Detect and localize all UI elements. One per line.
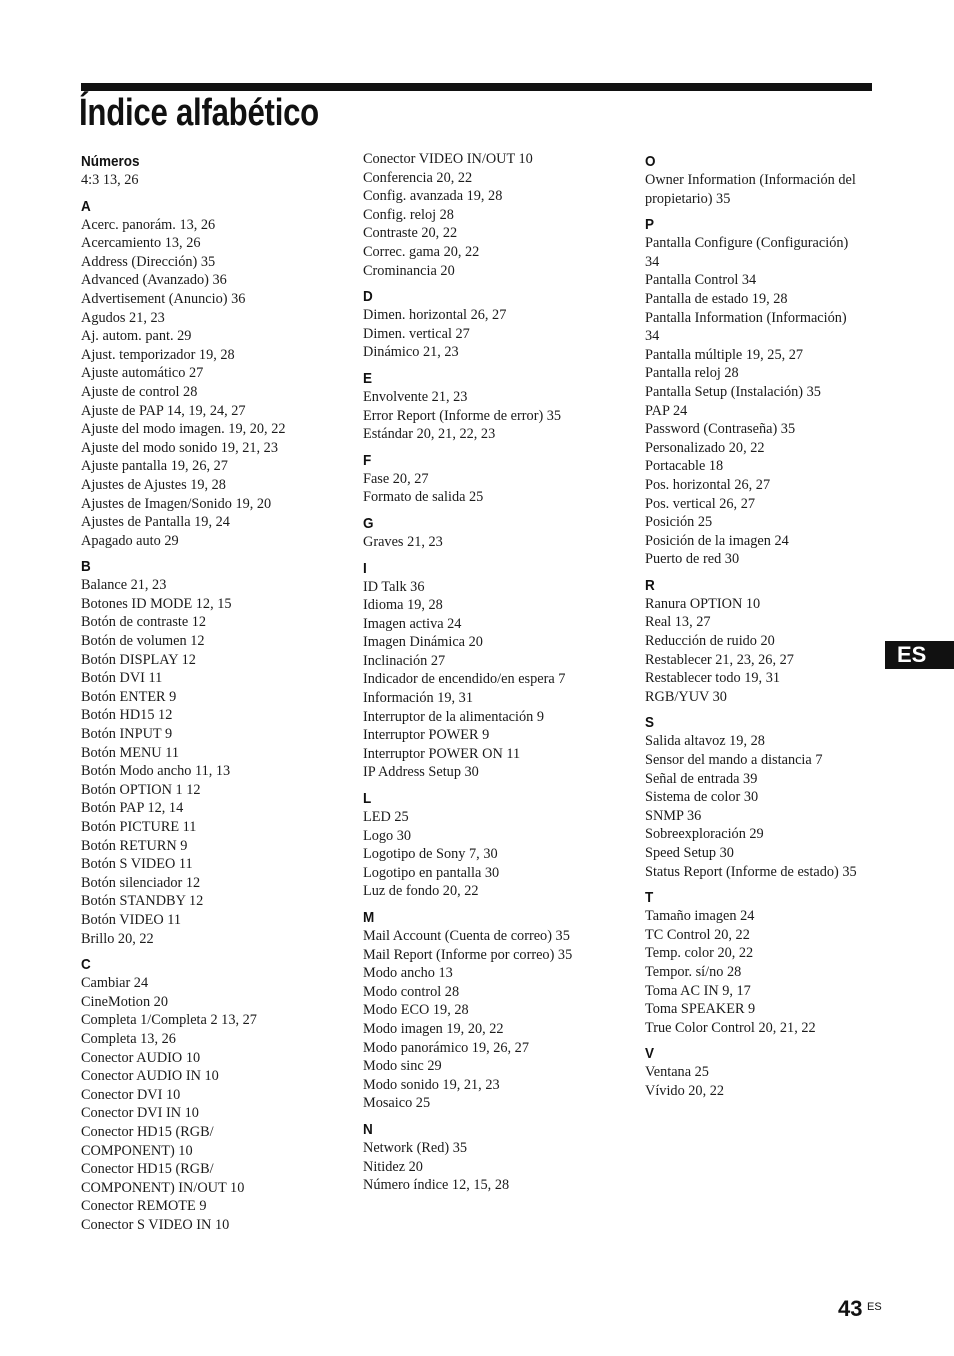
index-entry: PAP 24: [645, 402, 688, 419]
index-entry: True Color Control 20, 21, 22: [645, 1019, 816, 1036]
page-number: 43: [838, 1296, 863, 1321]
index-entry: propietario) 35: [645, 190, 731, 207]
index-entry: Conector S VIDEO IN 10: [81, 1216, 230, 1233]
index-entry: Botón Modo ancho 11, 13: [81, 763, 231, 780]
index-entry: Botón PAP 12, 14: [81, 800, 184, 817]
index-entry: Señal de entrada 39: [645, 770, 758, 787]
section-heading: I: [363, 559, 367, 577]
index-entry: Botón INPUT 9: [81, 726, 173, 743]
index-section: [81, 955, 343, 1234]
index-section: [363, 369, 625, 444]
index-section: [81, 557, 343, 948]
index-entry: 34: [645, 253, 660, 270]
index-entry: COMPONENT) 10: [81, 1142, 193, 1159]
page-number-suffix: ES: [867, 1301, 882, 1313]
index-column-3: [645, 150, 885, 1101]
index-entry: Toma AC IN 9, 17: [645, 982, 751, 999]
index-entry: Salida altavoz 19, 28: [645, 733, 765, 750]
index-entry: Conector HD15 (RGB/: [81, 1161, 214, 1178]
section-heading: S: [645, 714, 655, 732]
index-entry: Acerc. panorám. 13, 26: [81, 216, 216, 233]
index-entry: Indicador de encendido/en espera 7: [363, 671, 566, 688]
index-entry: Temp. color 20, 22: [645, 945, 754, 962]
index-entry: Aj. autom. pant. 29: [81, 328, 192, 345]
index-entry: Ajustes de Ajustes 19, 28: [81, 476, 226, 493]
index-entry: Ventana 25: [645, 1064, 709, 1081]
index-column-2: [363, 150, 625, 1195]
index-entry: Real 13, 27: [645, 614, 711, 631]
index-section: [645, 888, 885, 1037]
index-entry: Error Report (Informe de error) 35: [363, 407, 562, 424]
index-entry: COMPONENT) IN/OUT 10: [81, 1179, 245, 1196]
index-entry: Network (Red) 35: [363, 1139, 468, 1156]
index-entry: Botón HD15 12: [81, 707, 173, 724]
index-entry: Dimen. horizontal 26, 27: [363, 307, 507, 324]
index-entry: Información 19, 31: [363, 690, 473, 707]
index-entry: Ajuste del modo sonido 19, 21, 23: [81, 439, 278, 456]
index-entry: Interruptor POWER ON 11: [363, 745, 521, 762]
language-tab: ES: [885, 641, 954, 669]
index-entry: Imagen Dinámica 20: [363, 634, 483, 651]
index-entry: Brillo 20, 22: [81, 930, 154, 947]
index-entry: Luz de fondo 20, 22: [363, 883, 479, 900]
index-entry: TC Control 20, 22: [645, 926, 750, 943]
section-heading: G: [363, 514, 374, 532]
index-entry: Status Report (Informe de estado) 35: [645, 863, 857, 880]
index-entry: Envolvente 21, 23: [363, 388, 468, 405]
index-entry: Address (Dirección) 35: [81, 253, 216, 270]
index-entry: Nitidez 20: [363, 1158, 423, 1175]
index-entry: Mail Account (Cuenta de correo) 35: [363, 928, 570, 944]
index-entry: Botones ID MODE 12, 15: [81, 595, 232, 612]
index-entry: Ajuste del modo imagen. 19, 20, 22: [81, 421, 286, 438]
index-entry: Modo sinc 29: [363, 1058, 442, 1075]
index-section: [645, 576, 885, 707]
index-section: [645, 215, 885, 569]
index-entry: Ajuste de PAP 14, 19, 24, 27: [81, 402, 246, 419]
index-entry: Modo imagen 19, 20, 22: [363, 1020, 504, 1037]
index-entry: Conector AUDIO IN 10: [81, 1068, 219, 1085]
index-entry: Ranura OPTION 10: [645, 595, 761, 612]
index-entry: Imagen activa 24: [363, 615, 462, 632]
index-entry: Dimen. vertical 27: [363, 325, 470, 342]
index-entry: Correc. gama 20, 22: [363, 243, 480, 260]
section-heading: L: [363, 790, 372, 808]
index-entry: Config. reloj 28: [363, 206, 454, 223]
section-heading: F: [363, 451, 372, 469]
index-entry: Pantalla Control 34: [645, 272, 757, 289]
section-heading: Números: [81, 153, 140, 170]
index-entry: Conector REMOTE 9: [81, 1198, 207, 1215]
index-entry: Logo 30: [363, 827, 412, 844]
index-entry: Pantalla reloj 28: [645, 365, 739, 382]
index-entry: Botón S VIDEO 11: [81, 856, 193, 873]
index-section: [81, 197, 343, 551]
section-heading: D: [363, 288, 373, 306]
index-entry: Pantalla Setup (Instalación) 35: [645, 383, 821, 400]
index-entry: Agudos 21, 23: [81, 309, 165, 326]
index-entry: Conector HD15 (RGB/: [81, 1123, 214, 1140]
top-rule: [81, 83, 872, 91]
index-entry: Config. avanzada 19, 28: [363, 188, 503, 205]
index-section: [363, 789, 625, 901]
index-entry: Balance 21, 23: [81, 577, 167, 594]
index-section: [363, 150, 625, 280]
index-entry: Restablecer 21, 23, 26, 27: [645, 651, 794, 668]
index-entry: Pantalla múltiple 19, 25, 27: [645, 346, 804, 363]
index-section: [363, 908, 625, 1113]
index-entry: Posición de la imagen 24: [645, 532, 789, 549]
section-heading: P: [645, 216, 655, 234]
index-entry: Botón de contraste 12: [81, 614, 207, 631]
index-entry: Reducción de ruido 20: [645, 633, 775, 650]
index-section: [645, 152, 885, 208]
index-entry: Completa 13, 26: [81, 1030, 176, 1047]
index-entry: Posición 25: [645, 514, 713, 531]
index-entry: Botón MENU 11: [81, 744, 179, 761]
index-entry: Modo panorámico 19, 26, 27: [363, 1039, 529, 1056]
index-entry: Owner Information (Información del: [645, 172, 856, 188]
index-entry: Logotipo de Sony 7, 30: [363, 846, 498, 863]
index-entry: Modo ancho 13: [363, 965, 453, 982]
index-entry: Acercamiento 13, 26: [81, 235, 201, 252]
index-section: [363, 1120, 625, 1195]
index-entry: Personalizado 20, 22: [645, 439, 765, 456]
index-entry: Formato de salida 25: [363, 489, 484, 506]
index-entry: Advertisement (Anuncio) 36: [81, 290, 246, 307]
index-entry: Botón silenciador 12: [81, 874, 201, 891]
index-entry: Botón DISPLAY 12: [81, 651, 196, 668]
index-entry: Toma SPEAKER 9: [645, 1001, 756, 1018]
index-entry: Botón ENTER 9: [81, 688, 177, 705]
index-entry: Graves 21, 23: [363, 533, 443, 550]
index-entry: Dinámico 21, 23: [363, 344, 459, 361]
index-entry: Puerto de red 30: [645, 551, 740, 568]
index-entry: Ajuste de control 28: [81, 383, 198, 400]
index-entry: Botón RETURN 9: [81, 837, 188, 854]
index-entry: SNMP 36: [645, 807, 702, 824]
index-entry: Modo control 28: [363, 983, 460, 1000]
index-entry: Inclinación 27: [363, 652, 446, 669]
page-title: Índice alfabético: [79, 92, 319, 134]
section-heading: O: [645, 153, 656, 170]
index-entry: Botón PICTURE 11: [81, 819, 197, 835]
index-entry: Sobreexploración 29: [645, 826, 764, 843]
index-entry: IP Address Setup 30: [363, 764, 479, 781]
index-entry: Botón DVI 11: [81, 670, 163, 687]
index-entry: Advanced (Avanzado) 36: [81, 272, 227, 289]
index-section: [645, 713, 885, 881]
index-section: [363, 451, 625, 507]
index-entry: LED 25: [363, 809, 409, 826]
section-heading: V: [645, 1045, 655, 1063]
index-entry: Interruptor POWER 9: [363, 727, 490, 744]
index-entry: Cambiar 24: [81, 975, 149, 992]
section-heading: N: [363, 1120, 373, 1138]
index-entry: Pantalla Configure (Configuración): [645, 235, 849, 252]
index-entry: Pantalla Information (Información): [645, 309, 847, 326]
index-entry: 4:3 13, 26: [81, 172, 139, 188]
index-entry: Ajustes de Pantalla 19, 24: [81, 514, 230, 531]
index-section: [363, 514, 625, 552]
index-entry: ID Talk 36: [363, 578, 425, 595]
section-heading: R: [645, 576, 655, 594]
index-entry: Idioma 19, 28: [363, 597, 443, 614]
index-entry: Conector VIDEO IN/OUT 10: [363, 151, 533, 167]
index-entry: Apagado auto 29: [81, 532, 179, 549]
index-entry: Completa 1/Completa 2 13, 27: [81, 1012, 257, 1029]
index-entry: Vívido 20, 22: [645, 1082, 725, 1099]
index-entry: Conector DVI 10: [81, 1086, 181, 1103]
index-entry: Botón de volumen 12: [81, 633, 205, 650]
index-entry: Crominancia 20: [363, 262, 455, 279]
index-entry: Modo ECO 19, 28: [363, 1002, 469, 1019]
index-entry: Interruptor de la alimentación 9: [363, 708, 545, 725]
index-section: [645, 1044, 885, 1100]
index-section: [363, 559, 625, 783]
index-entry: Pantalla de estado 19, 28: [645, 290, 788, 307]
index-entry: Pos. vertical 26, 27: [645, 495, 755, 512]
index-entry: Password (Contraseña) 35: [645, 421, 796, 438]
index-entry: Conferencia 20, 22: [363, 169, 473, 186]
index-entry: Estándar 20, 21, 22, 23: [363, 426, 496, 443]
index-entry: Conector AUDIO 10: [81, 1049, 201, 1066]
index-entry: Restablecer todo 19, 31: [645, 670, 780, 687]
index-column-1: [81, 150, 343, 1234]
index-entry: Contraste 20, 22: [363, 225, 458, 242]
index-entry: Speed Setup 30: [645, 845, 734, 861]
index-entry: Botón OPTION 1 12: [81, 781, 201, 798]
index-section: [81, 152, 343, 190]
index-entry: Modo sonido 19, 21, 23: [363, 1076, 500, 1093]
index-entry: Conector DVI IN 10: [81, 1105, 199, 1122]
index-entry: Sistema de color 30: [645, 789, 759, 806]
index-entry: Botón STANDBY 12: [81, 893, 204, 910]
index-entry: Tempor. sí/no 28: [645, 963, 742, 980]
index-entry: Número índice 12, 15, 28: [363, 1177, 510, 1194]
index-entry: Ajuste pantalla 19, 26, 27: [81, 458, 228, 475]
index-entry: Mail Report (Informe por correo) 35: [363, 946, 573, 963]
index-section: [363, 287, 625, 362]
index-entry: Fase 20, 27: [363, 470, 429, 487]
index-entry: Pos. horizontal 26, 27: [645, 476, 771, 493]
index-entry: 34: [645, 328, 660, 345]
index-entry: Ajuste automático 27: [81, 365, 204, 382]
index-entry: Portacable 18: [645, 458, 724, 475]
section-heading: A: [81, 197, 91, 215]
section-heading: B: [81, 558, 91, 576]
section-heading: M: [363, 909, 375, 926]
index-entry: CineMotion 20: [81, 993, 168, 1010]
index-entry: Mosaico 25: [363, 1095, 431, 1112]
index-entry: Tamaño imagen 24: [645, 908, 755, 925]
index-entry: Sensor del mando a distancia 7: [645, 752, 823, 769]
section-heading: T: [645, 889, 654, 907]
section-heading: C: [81, 956, 91, 974]
index-entry: Ajustes de Imagen/Sonido 19, 20: [81, 495, 272, 512]
index-entry: RGB/YUV 30: [645, 688, 727, 705]
index-entry: Ajust. temporizador 19, 28: [81, 346, 235, 363]
index-entry: Botón VIDEO 11: [81, 911, 182, 928]
section-heading: E: [363, 369, 373, 387]
index-entry: Logotipo en pantalla 30: [363, 864, 500, 881]
